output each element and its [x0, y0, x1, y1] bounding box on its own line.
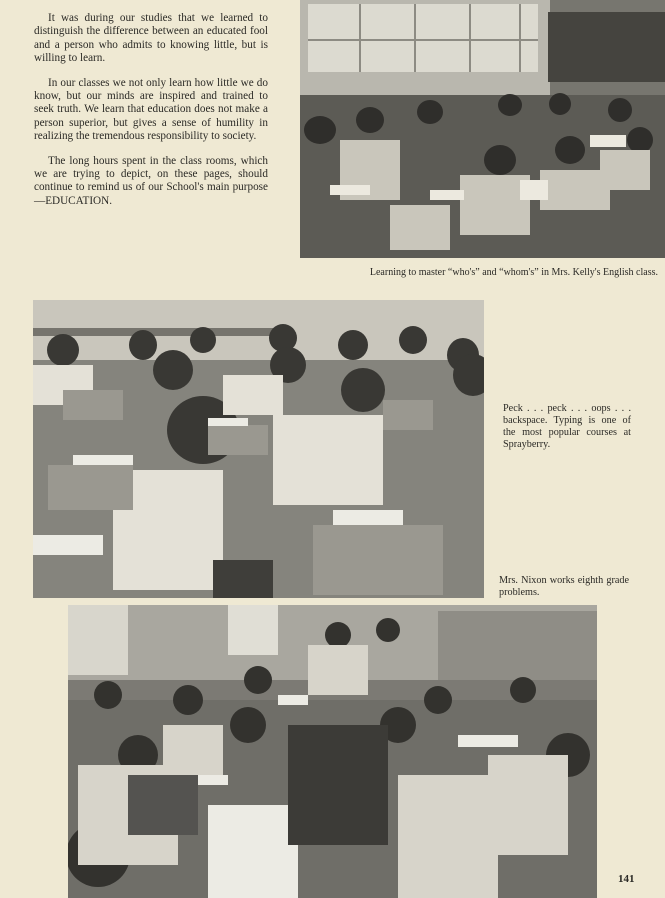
english-class-photo [300, 0, 665, 258]
typing-class-caption: Peck . . . peck . . . oops . . . backspace. Typing is one of the most popular courses at Sprayberry. [503, 403, 631, 450]
math-class-photo [68, 605, 597, 898]
intro-text [34, 12, 268, 219]
english-class-caption: Learning to master “who's” and “whom's” in Mrs. Kelly's English class. [369, 267, 658, 278]
intro-paragraph-3: The long hours spent in the class rooms, which we are trying to depict, on these pages, should continue to remind us of our School's main purpose—EDUCATION. [34, 154, 268, 207]
math-class-caption: Mrs. Nixon works eighth grade problems. [499, 575, 629, 598]
page-number: 141 [618, 873, 635, 885]
typing-class-photo [33, 300, 484, 598]
intro-paragraph-1: It was during our studies that we learned to distinguish the difference between an educated fool and a person who admits to knowing little, but is willing to learn. [34, 12, 268, 65]
intro-paragraph-2: In our classes we not only learn how little we do know, but our minds are inspired and trained to seek truth. We learn that education does not make a person superior, but gives a sense of humility in realizing the tremendous responsibility to society. [34, 76, 268, 143]
